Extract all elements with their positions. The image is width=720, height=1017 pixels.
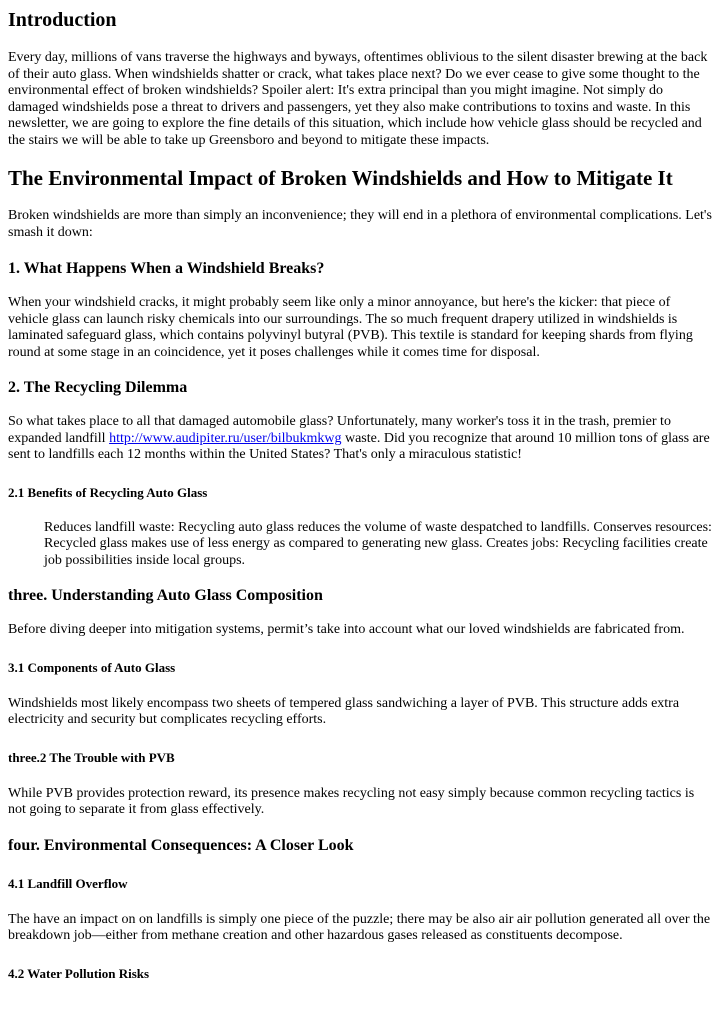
main-paragraph: Broken windshields are more than simply an inconvenience; they will end in a plethora of environmental complications. Let's smash it down: xyxy=(8,208,712,240)
section-4-1-heading: 4.1 Landfill Overflow xyxy=(8,875,128,891)
section-1-heading: 1. What Happens When a Windshield Breaks? xyxy=(8,260,325,277)
section-3-1-paragraph: Windshields most likely encompass two sheets of tempered glass sandwiching a layer of PVB. This structure adds extra electricity and security but complicates recycling efforts. xyxy=(8,695,680,727)
section-4-2-heading: 4.2 Water Pollution Risks xyxy=(8,965,150,981)
intro-heading: Introduction xyxy=(8,9,117,31)
section-3-2-heading: three.2 The Trouble with PVB xyxy=(8,749,175,765)
section-1-paragraph: When your windshield cracks, it might probably seem like only a minor annoyance, but here's the kicker: that piece of vehicle glass can launch risky chemicals into our surroundings. The so much frequent drapery utilized in windshields is laminated safeguard glass, which contains polyvinyl butyral (PVB). This textile is standard for keeping shards from flying round at some stage in an coincidence, yet it poses challenges while it comes time for disposal. xyxy=(8,295,693,360)
section-3-heading: three. Understanding Auto Glass Composition xyxy=(8,587,323,604)
benefits-blockquote: Reduces landfill waste: Recycling auto glass reduces the volume of waste despatched to landfills. Conserves resources: Recycled glass makes use of less energy as compared to generating new glass. Creates jobs: Recycling facilities create job possibilities inside local groups. xyxy=(44,519,712,568)
section-4-heading: four. Environmental Consequences: A Closer Look xyxy=(8,836,354,854)
section-2-heading: 2. The Recycling Dilemma xyxy=(8,379,188,396)
section-2-paragraph xyxy=(8,414,712,464)
main-heading: The Environmental Impact of Broken Windshields and How to Mitigate It xyxy=(8,166,673,190)
section-3-2-paragraph: While PVB provides protection reward, its presence makes recycling not easy simply because common recycling tactics is not going to separate it from glass effectively. xyxy=(8,785,695,817)
section-3-paragraph: Before diving deeper into mitigation systems, permit’s take into account what our loved windshields are fabricated from. xyxy=(8,622,685,637)
section-4-1-paragraph: The have an impact on on landfills is simply one piece of the puzzle; there may be also air air pollution generated all over the breakdown job—either from methane creation and other hazardous gases released as constituents decompose. xyxy=(8,911,711,943)
section-3-1-heading: 3.1 Components of Auto Glass xyxy=(8,659,176,675)
section-2-text-after: waste. Did you recognize that around 10 million tons of glass are sent to landfills each 12 months within the United States? That's only a miraculous statistic! xyxy=(8,430,710,462)
section-2-text-before: So what takes place to all that damaged automobile glass? Unfortunately, many worker's toss it in the trash, premier to expanded landfill xyxy=(8,414,671,446)
audipiter-link[interactable]: http://www.audipiter.ru/user/bilbukmkwg xyxy=(109,430,342,446)
intro-paragraph: Every day, millions of vans traverse the highways and byways, oftentimes oblivious to the silent disaster brewing at the back of their auto glass. When windshields shatter or crack, what takes place next? Do we ever cease to give some thought to the environmental effect of broken windshields? Spoiler alert: It's extra principal than you might imagine. Not simply do damaged windshields pose a threat to drivers and passengers, yet they also make contributions to toxins and waste. In this newsletter, we are going to explore the fine details of this situation, which include how vehicle glass should be recycled and the stairs we will be able to take up Greensboro and beyond to mitigate these impacts. xyxy=(8,50,708,148)
section-2-1-heading: 2.1 Benefits of Recycling Auto Glass xyxy=(8,484,208,500)
